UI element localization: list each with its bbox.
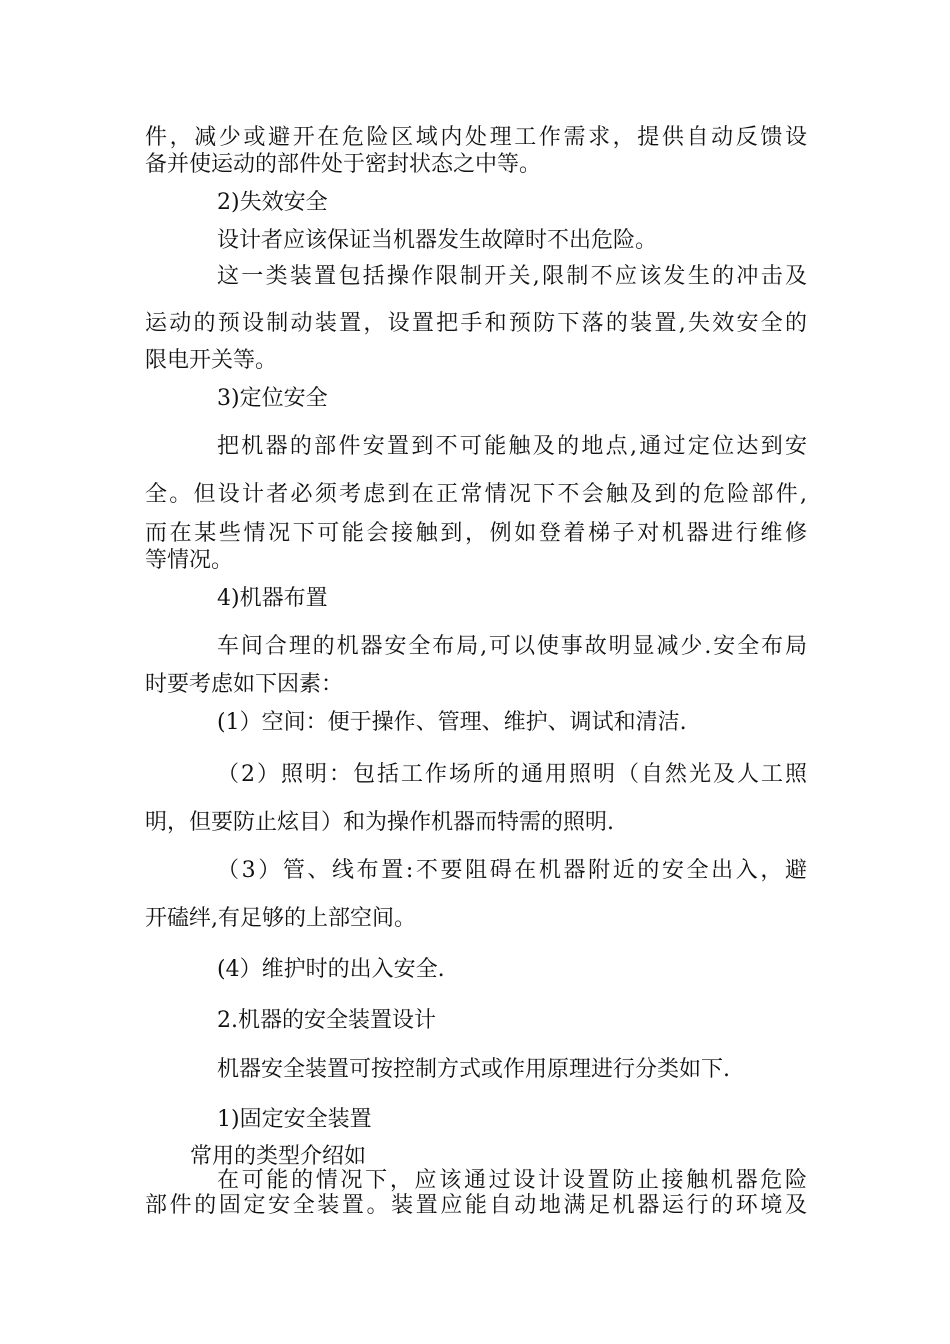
text-line: 常用的类型介绍如 (190, 1144, 367, 1169)
text-line: 开磕绊,有足够的上部空间。 (145, 906, 416, 931)
section-heading: 4)机器布置 (217, 586, 328, 611)
text-line: 部件的固定安全装置。装置应能自动地满足机器运行的环境及 (145, 1193, 807, 1218)
text-line: 这一类装置包括操作限制开关,限制不应该发生的冲击及 (217, 264, 807, 289)
text-line: 备并使运动的部件处于密封状态之中等。 (145, 152, 542, 177)
list-item: （3）管、线布置:不要阻碍在机器附近的安全出入，避 (217, 858, 807, 883)
text-line: 设计者应该保证当机器发生故障时不出危险。 (217, 228, 658, 253)
text-line: 机器安全装置可按控制方式或作用原理进行分类如下. (217, 1057, 730, 1082)
text-line: 车间合理的机器安全布局,可以使事故明显减少.安全布局 (217, 634, 807, 659)
text-line: 运动的预设制动装置，设置把手和预防下落的装置,失效安全的 (145, 311, 807, 336)
text-line: 等情况。 (145, 548, 234, 573)
list-item: （2）照明：包括工作场所的通用照明（自然光及人工照 (217, 762, 807, 787)
section-heading: 3)定位安全 (217, 386, 328, 411)
text-line: 时要考虑如下因素： (145, 672, 344, 697)
list-item: (1）空间：便于操作、管理、维护、调试和清洁. (217, 710, 687, 735)
text-line: 明，但要防止炫目）和为操作机器而特需的照明. (145, 810, 614, 835)
section-heading: 2.机器的安全装置设计 (217, 1008, 436, 1033)
text-line: 全。但设计者必须考虑到在正常情况下不会触及到的危险部件, (145, 482, 807, 507)
list-item: (4）维护时的出入安全. (217, 957, 445, 982)
text-line: 而在某些情况下可能会接触到，例如登着梯子对机器进行维修 (145, 521, 807, 546)
section-heading: 1)固定安全装置 (217, 1107, 372, 1132)
text-line: 把机器的部件安置到不可能触及的地点,通过定位达到安 (217, 434, 807, 459)
text-line: 限电开关等。 (145, 348, 278, 373)
text-line: 在可能的情况下，应该通过设计设置防止接触机器危险 (217, 1168, 807, 1193)
section-heading: 2)失效安全 (217, 190, 328, 215)
text-line: 件，减少或避开在危险区域内处理工作需求，提供自动反馈设 (145, 125, 807, 150)
